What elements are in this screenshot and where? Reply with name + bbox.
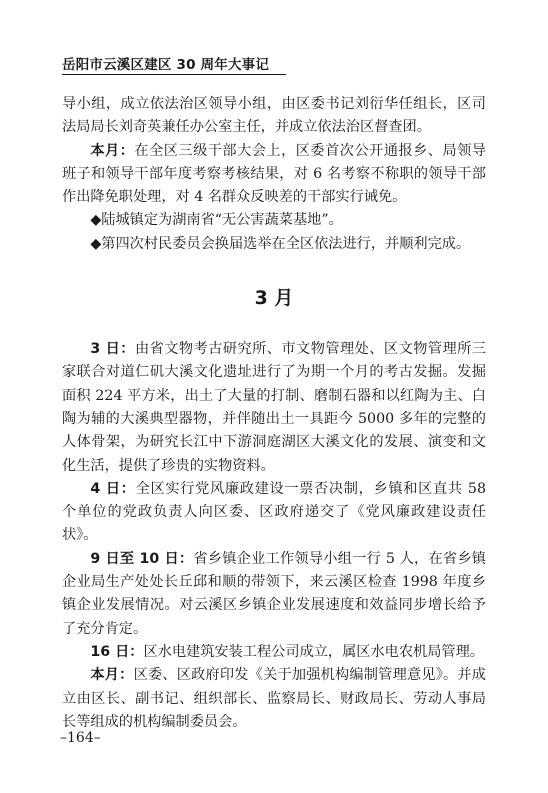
- paragraph: [62, 641, 486, 664]
- paragraph-lead: 本月：: [90, 667, 134, 684]
- paragraph-lead: 4 日：: [90, 480, 136, 497]
- header-rule: [62, 74, 286, 75]
- paragraph: [62, 140, 486, 210]
- paragraph-text: 全区实行党风廉政建设一票否决制，乡镇和区直共 58 个单位的党政负责人向区委、区政府递交了《党风廉政建设责任状》。: [62, 480, 486, 544]
- body-text: [62, 93, 486, 734]
- paragraph-text: ◆陆城镇定为湖南省“无公害蔬菜基地”。: [90, 212, 343, 229]
- month-heading: 3 月: [254, 287, 294, 310]
- paragraph-text: ◆第四次村民委员会换届选举在全区依法进行，并顺利完成。: [90, 235, 471, 252]
- paragraph: [62, 478, 486, 548]
- paragraph-text: 区委、区政府印发《关于加强机构编制管理意见》。并成立由区长、副书记、组织部长、监察局长、财政局长、劳动人事局长等组成的机构编制委员会。: [62, 667, 486, 730]
- paragraph: [62, 209, 486, 232]
- paragraph: [62, 338, 486, 478]
- running-header: 岳阳市云溪区建区 30 周年大事记: [62, 57, 270, 73]
- paragraph-text: 省乡镇企业工作领导小组一行 5 人，在省乡镇企业局生产处处长丘邱和顺的带领下，来云溪区检查 1998 年度乡镇企业发展情况。对云溪区乡镇企业发展速度和效益同步增长给予了充分肯定。: [62, 550, 486, 637]
- paragraph-text: 导小组，成立依法治区领导小组，由区委书记刘衍华任组长，区司法局局长刘奇英兼任办公室主任，并成立依法治区督查团。: [62, 96, 486, 136]
- paragraph-text: 区水电建筑安装工程公司成立，属区水电农机局管理。: [143, 643, 484, 660]
- paragraph-lead: 9 日至 10 日：: [90, 550, 194, 567]
- paragraph-lead: 本月：: [90, 142, 135, 159]
- paragraph: [62, 548, 486, 641]
- page-number: –164–: [60, 730, 101, 746]
- paragraph-lead: 3 日：: [90, 341, 135, 358]
- paragraph: [62, 93, 486, 140]
- paragraph-lead: 16 日：: [90, 643, 144, 660]
- paragraph: [62, 233, 486, 256]
- paragraph-text: 由省文物考古研究所、市文物管理处、区文物管理所三家联合对道仁矶大溪文化遗址进行了为期一个月的考古发掘。发掘面积 224 平方米，出土了大量的打制、磨制石器和以红陶为主、白陶为辅的大溪典型器物，并伴随出土一具距今 5000 多年的完整的人体骨架，为研究长江中下游洞庭湖区大溪文化的发展、演变和文化生活，提供了珍贵的实物资料。: [62, 341, 486, 474]
- paragraph: [62, 664, 486, 734]
- paragraph-text: 在全区三级干部大会上，区委首次公开通报乡、局领导班子和领导干部年度考察考核结果，对 6 名考察不称职的领导干部作出降免职处理，对 4 名群众反映差的干部实行诫免。: [62, 142, 486, 206]
